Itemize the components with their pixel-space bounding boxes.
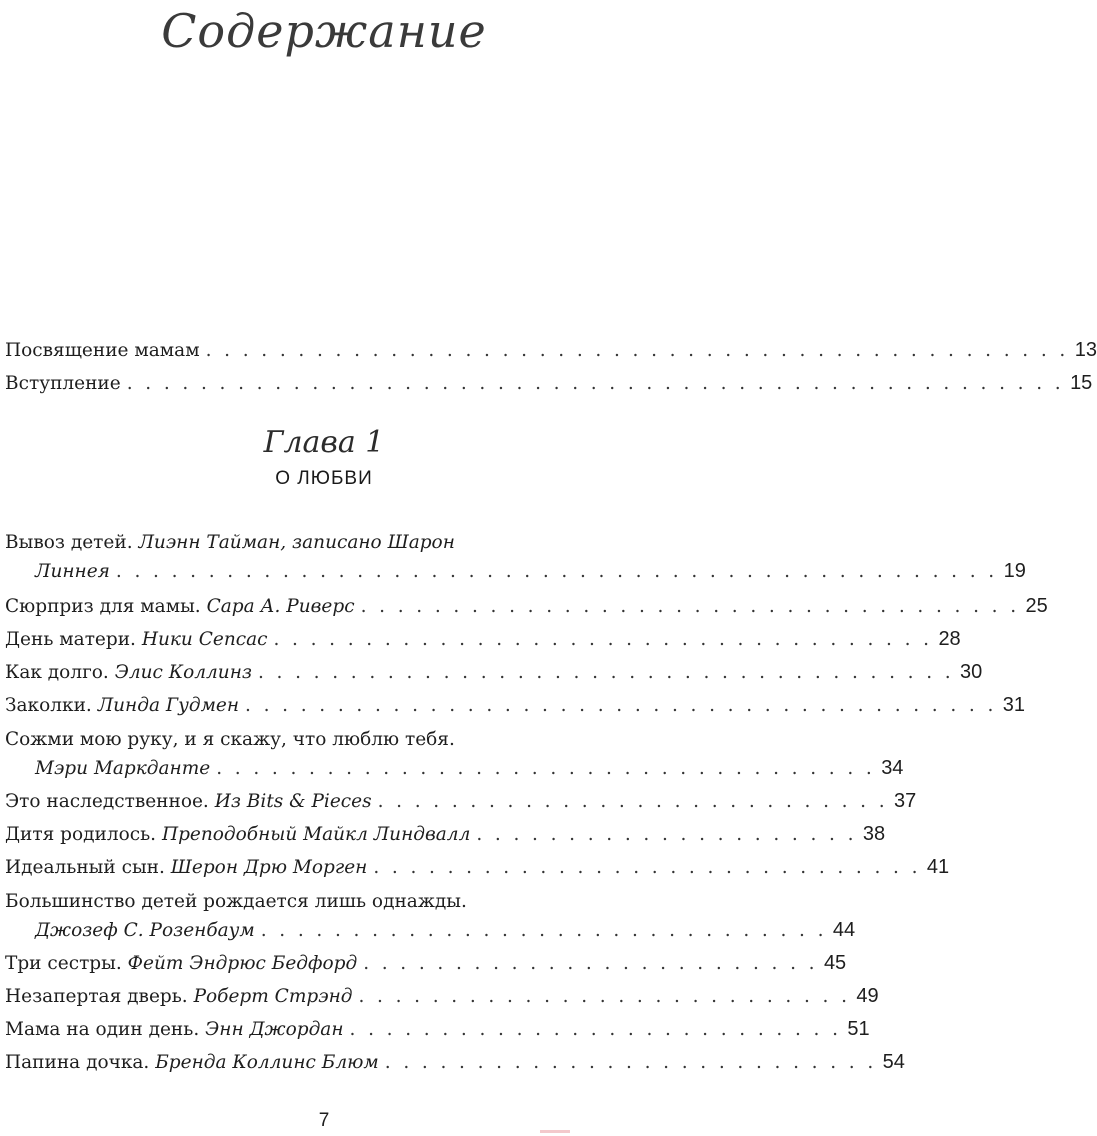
- entry-page: 44: [832, 919, 856, 941]
- entry-page: 28: [938, 628, 961, 650]
- entry-page: 15: [1070, 372, 1093, 394]
- entry-author: Джозеф С. Розенбаум: [35, 920, 255, 941]
- entry-author: Энн Джордан: [205, 1019, 344, 1040]
- toc-entry-dedication[interactable]: [5, 334, 1097, 367]
- toc-entry[interactable]: [5, 656, 983, 689]
- entry-title: День матери.: [5, 629, 136, 650]
- entry-title: Вывоз детей.: [5, 532, 133, 553]
- entry-title: Три сестры.: [5, 953, 122, 974]
- entry-page: 51: [847, 1018, 870, 1040]
- entry-author: Мэри Маркданте: [35, 758, 211, 779]
- entry-author-cont: Линнея: [35, 561, 110, 582]
- leader-dots: . . . . . . . . . . . . . . . . . . . . .: [476, 824, 857, 845]
- leader-dots: . . . . . . . . . . . . . . . . . . . . . . . . .: [363, 953, 818, 974]
- toc-entry[interactable]: [5, 724, 904, 785]
- entry-title: Мама на один день.: [5, 1019, 200, 1040]
- entry-author: Из Bits & Pieces: [214, 791, 372, 812]
- toc-entry[interactable]: [5, 785, 917, 818]
- toc-entry[interactable]: [5, 689, 1026, 722]
- page-title: Содержание: [161, 4, 487, 58]
- leader-dots: . . . . . . . . . . . . . . . . . . . . . . . . . . . . . . . . . . . .: [273, 629, 933, 650]
- entry-author: Фейт Эндрюс Бедфорд: [127, 953, 358, 974]
- entry-page: 25: [1025, 595, 1048, 617]
- entry-author: Преподобный Майкл Линдвалл: [161, 824, 471, 845]
- leader-dots: . . . . . . . . . . . . . . . . . . . . . . . . . . . . . . . . . . . . . . . . .: [245, 695, 997, 716]
- entry-author: Элис Коллинз: [114, 662, 252, 683]
- entry-page: 38: [862, 823, 886, 845]
- entry-author: Лиэнн Тайман, записано Шарон: [138, 532, 455, 553]
- page-number: 7: [318, 1110, 330, 1131]
- intro-toc: [5, 334, 1097, 400]
- leader-dots: . . . . . . . . . . . . . . . . . . . . . . . . . . . . . . . . . . . . . . . . . . . . . . . .: [115, 561, 998, 582]
- entry-title: Незапертая дверь.: [5, 986, 188, 1007]
- entry-title: Дитя родилось.: [5, 824, 157, 845]
- entry-title: Вступление: [5, 373, 121, 394]
- toc-entry[interactable]: [5, 818, 886, 851]
- entry-page: 34: [881, 757, 904, 779]
- entry-author: Ники Сепсас: [141, 629, 268, 650]
- entry-author: Сара А. Риверс: [206, 596, 355, 617]
- entry-title: Идеальный сын.: [5, 857, 165, 878]
- toc-entry[interactable]: [5, 980, 879, 1013]
- toc-entry-intro[interactable]: [5, 367, 1093, 400]
- entry-page: 45: [823, 952, 847, 974]
- entry-author: Шерон Дрю Морген: [170, 857, 368, 878]
- entry-author: Роберт Стрэнд: [193, 986, 353, 1007]
- entry-page: 49: [856, 985, 879, 1007]
- entry-page: 31: [1002, 694, 1026, 716]
- leader-dots: . . . . . . . . . . . . . . . . . . . . . . . . . . . . . . . . . . . .: [216, 758, 876, 779]
- chapter-toc: [5, 527, 1048, 1079]
- chapter-subtitle: О ЛЮБВИ: [275, 468, 373, 489]
- leader-dots: . . . . . . . . . . . . . . . . . . . . . . . . . . . . . . . . . . . .: [360, 596, 1020, 617]
- entry-title: Папина дочка.: [5, 1052, 150, 1073]
- entry-page: 37: [894, 790, 917, 812]
- entry-title: Сожми мою руку, и я скажу, что люблю тебя.: [5, 729, 455, 750]
- toc-entry[interactable]: [5, 623, 961, 656]
- leader-dots: . . . . . . . . . . . . . . . . . . . . . . . . . . . . . . . . . . . . . .: [257, 662, 955, 683]
- entry-page: 19: [1003, 560, 1026, 582]
- leader-dots: . . . . . . . . . . . . . . . . . . . . . . . . . . . .: [377, 791, 889, 812]
- toc-entry[interactable]: [5, 1013, 870, 1046]
- entry-page: 30: [960, 661, 983, 683]
- leader-dots: . . . . . . . . . . . . . . . . . . . . . . . . . . . . . .: [373, 857, 921, 878]
- entry-title: Это наследственное.: [5, 791, 209, 812]
- entry-author: Бренда Коллинс Блюм: [155, 1052, 379, 1073]
- entry-title: Как долго.: [5, 662, 109, 683]
- corner-mark: [540, 1130, 570, 1133]
- leader-dots: . . . . . . . . . . . . . . . . . . . . . . . . . . . . . . . . . . . . . . . . . . . . . . . . . . .: [126, 373, 1065, 394]
- entry-page: 41: [926, 856, 950, 878]
- toc-entry[interactable]: [5, 851, 950, 884]
- toc-entry[interactable]: [5, 947, 847, 980]
- toc-entry[interactable]: [5, 886, 856, 947]
- leader-dots: . . . . . . . . . . . . . . . . . . . . . . . . . . . . . . .: [260, 920, 827, 941]
- leader-dots: . . . . . . . . . . . . . . . . . . . . . . . . . . .: [358, 986, 851, 1007]
- entry-title: Большинство детей рождается лишь однажды.: [5, 891, 467, 912]
- toc-entry[interactable]: [5, 1046, 905, 1079]
- entry-page: 13: [1074, 339, 1097, 361]
- entry-author: Линда Гудмен: [97, 695, 240, 716]
- entry-title: Посвящение мамам: [5, 340, 200, 361]
- leader-dots: . . . . . . . . . . . . . . . . . . . . . . . . . . . . . . . . . . . . . . . . . . . . . . .: [205, 340, 1069, 361]
- leader-dots: . . . . . . . . . . . . . . . . . . . . . . . . . . .: [349, 1019, 842, 1040]
- toc-entry[interactable]: [5, 590, 1048, 623]
- leader-dots: . . . . . . . . . . . . . . . . . . . . . . . . . . .: [384, 1052, 877, 1073]
- entry-page: 54: [882, 1051, 905, 1073]
- chapter-heading: [0, 425, 648, 490]
- entry-title: Сюрприз для мамы.: [5, 596, 201, 617]
- entry-title: Заколки.: [5, 695, 92, 716]
- chapter-title: Глава 1: [263, 425, 385, 460]
- toc-entry[interactable]: [5, 527, 1026, 588]
